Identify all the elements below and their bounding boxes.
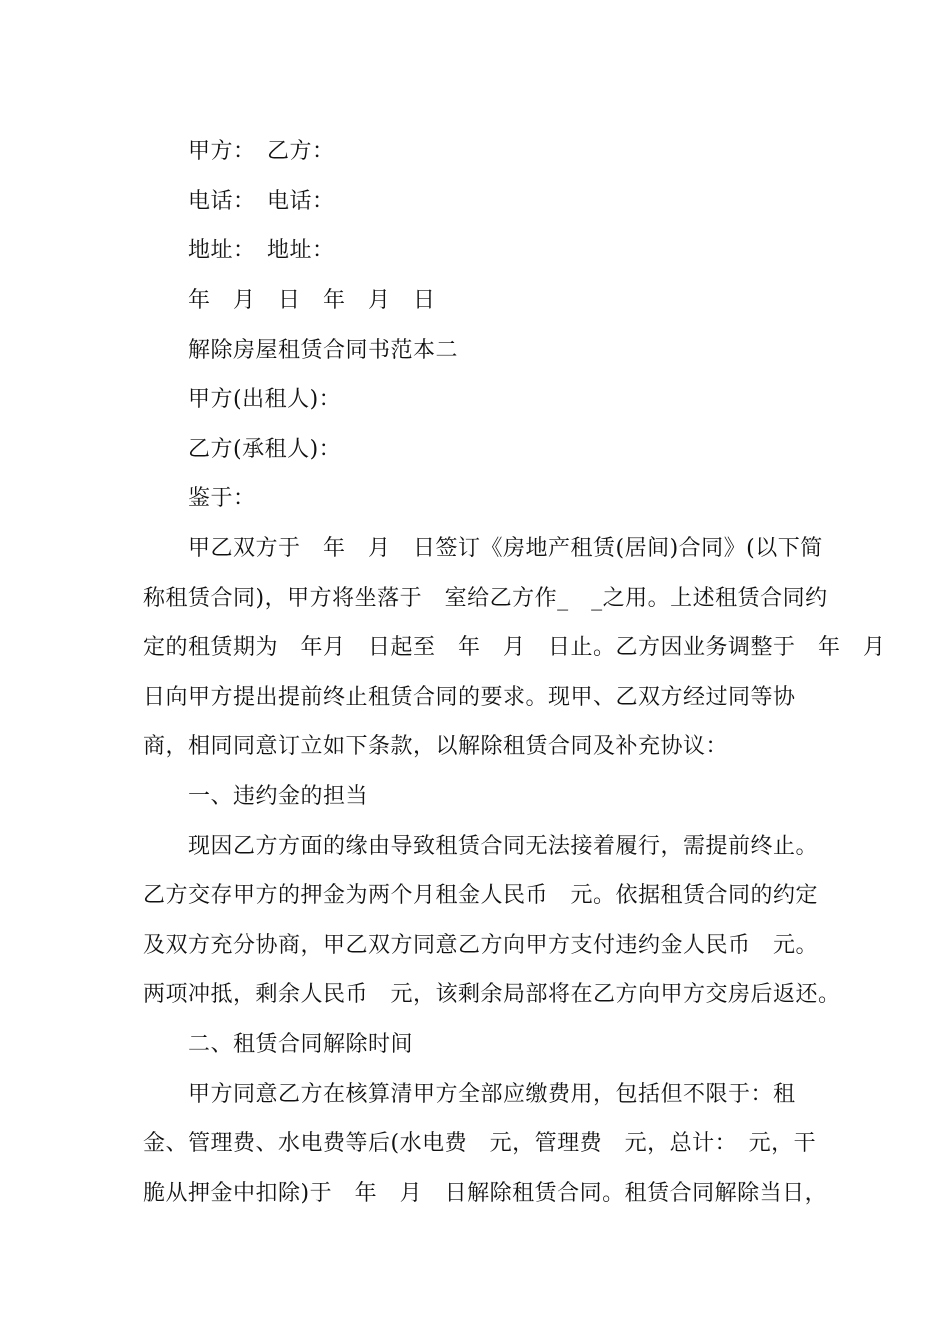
- date-line: 年 月 日 年 月 日: [188, 288, 436, 313]
- lessee-line: 乙方(承租人)：: [188, 437, 342, 462]
- document-title: 解除房屋租赁合同书范本二: [188, 338, 459, 363]
- paragraph-line: 商，相同同意订立如下条款，以解除租赁合同及补充协议：: [143, 734, 729, 759]
- paragraph-line: 日向甲方提出提前终止租赁合同的要求。现甲、乙双方经过同等协: [143, 685, 796, 710]
- address-line: 地址： 地址：: [188, 238, 335, 263]
- party-names-line: 甲方： 乙方：: [188, 139, 335, 164]
- paragraph-line: 定的租赁期为 年月 日起至 年 月 日止。乙方因业务调整于 年 月: [143, 635, 886, 660]
- lessor-line: 甲方(出租人)：: [188, 387, 342, 412]
- paragraph-line: 金、管理费、水电费等后(水电费 元，管理费 元，总计： 元，干: [143, 1131, 817, 1156]
- paragraph-line: 脆从押金中扣除)于 年 月 日解除租赁合同。租赁合同解除当日，: [143, 1181, 828, 1206]
- paragraph-line: 甲方同意乙方在核算清甲方全部应缴费用，包括但不限于：租: [188, 1082, 796, 1107]
- paragraph-line: 甲乙双方于 年 月 日签订《房地产租赁(居间)合同》(以下简: [188, 536, 823, 561]
- paragraph-line: 现因乙方方面的缘由导致租赁合同无法接着履行，需提前终止。: [188, 834, 819, 859]
- paragraph-line: 及双方充分协商，甲乙双方同意乙方向甲方支付违约金人民币 元。: [143, 933, 819, 958]
- section-heading-1: 一、违约金的担当: [188, 784, 369, 809]
- section-heading-2: 二、租赁合同解除时间: [188, 1032, 414, 1057]
- paragraph-line: 称租赁合同)，甲方将坐落于 室给乙方作_ _之用。上述租赁合同约: [143, 586, 828, 611]
- paragraph-line: 两项冲抵，剩余人民币 元，该剩余局部将在乙方向甲方交房后返还。: [143, 982, 841, 1007]
- whereas-heading: 鉴于：: [188, 486, 256, 511]
- paragraph-line: 乙方交存甲方的押金为两个月租金人民币 元。依据租赁合同的约定: [143, 883, 819, 908]
- phone-line: 电话： 电话：: [188, 189, 335, 214]
